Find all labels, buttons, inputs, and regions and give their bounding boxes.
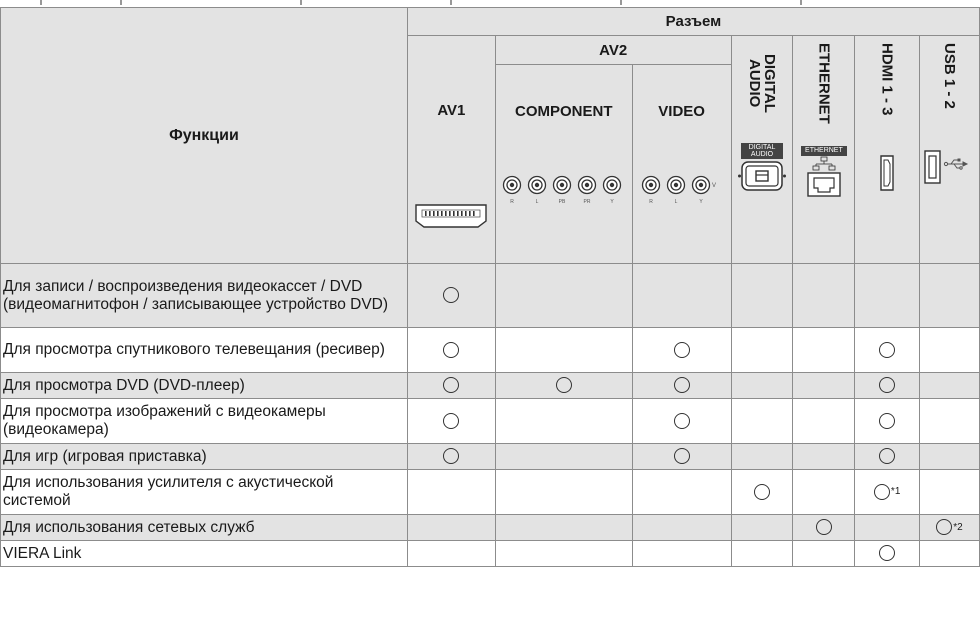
function-cell: Для использования сетевых служб (1, 515, 408, 541)
mark-cell (407, 399, 495, 444)
mark-cell (919, 399, 979, 444)
mark-cell (731, 515, 793, 541)
mark-cell (731, 264, 793, 328)
hdmi-header: HDMI 1 - 3 (855, 36, 920, 264)
usb-port-icon (921, 149, 977, 185)
mark-cell (632, 264, 731, 328)
hdmi-port-icon (879, 154, 895, 192)
table-row (1, 444, 980, 470)
mark-cell (855, 515, 920, 541)
ethernet-header: ETHERNET ETHERNET (793, 36, 855, 264)
usb-header: USB 1 - 2 (919, 36, 979, 264)
supported-mark-icon (879, 377, 895, 393)
function-cell: Для просмотра DVD (DVD-плеер) (1, 373, 408, 399)
rca-jack-icon (692, 177, 709, 194)
mark-cell (632, 444, 731, 470)
supported-mark-icon (754, 484, 770, 500)
top-edge-marks (0, 0, 980, 7)
table-row (1, 264, 980, 328)
digital-audio-header: DIGITAL AUDIO DIGITAL AUDIO (731, 36, 793, 264)
component-header: COMPONENT R L PB PR Y (495, 65, 632, 264)
mark-cell (495, 444, 632, 470)
mark-cell (407, 541, 495, 567)
ethernet-port-icon (801, 146, 847, 198)
mark-cell (793, 541, 855, 567)
mark-cell (919, 373, 979, 399)
supported-mark-icon (879, 342, 895, 358)
mark-cell (731, 541, 793, 567)
video-jack-label: Y (698, 199, 703, 205)
mark-cell (855, 264, 920, 328)
mark-cell (407, 470, 495, 515)
mark-cell (731, 328, 793, 373)
video-jack-label: R (648, 199, 653, 205)
supported-mark-icon (674, 342, 690, 358)
mark-cell (919, 264, 979, 328)
mark-cell (495, 541, 632, 567)
mark-cell (407, 515, 495, 541)
mark-cell (793, 515, 855, 541)
mark-cell (793, 264, 855, 328)
component-jack-label: L (535, 199, 539, 205)
mark-cell (495, 470, 632, 515)
function-cell: Для просмотра изображений с видеокамеры (видеокамера) (1, 399, 408, 444)
mark-cell (495, 328, 632, 373)
mark-cell (632, 399, 731, 444)
mark-cell (919, 328, 979, 373)
supported-mark-icon (816, 519, 832, 535)
supported-mark-icon (556, 377, 572, 393)
functions-header: Функции (1, 8, 408, 264)
connector-group-header: Разъем (407, 8, 979, 36)
function-cell: Для просмотра спутникового телевещания (ресивер) (1, 328, 408, 373)
video-jack-label: L (674, 199, 678, 205)
table-row (1, 541, 980, 567)
function-cell: Для игр (игровая приставка) (1, 444, 408, 470)
mark-cell (632, 515, 731, 541)
optical-port-icon (738, 143, 786, 193)
rca-jack-icon (603, 177, 620, 194)
mark-cell (632, 328, 731, 373)
supported-mark-icon (443, 448, 459, 464)
video-header: VIDEO R L Y V (632, 65, 731, 264)
rca-jack-icon (553, 177, 570, 194)
mark-cell (407, 328, 495, 373)
function-cell: Для записи / воспроизведения видеокассет / DVD (видеомагнитофон / записывающее устройство DVD) (1, 264, 408, 328)
component-jack-label: Y (610, 199, 614, 205)
supported-mark-icon (674, 413, 690, 429)
mark-cell (731, 444, 793, 470)
mark-cell (495, 264, 632, 328)
component-jack-label: R (509, 199, 514, 205)
mark-cell (731, 470, 793, 515)
supported-mark-icon (936, 519, 952, 535)
mark-cell (407, 444, 495, 470)
component-jack-label: PR (583, 199, 591, 205)
mark-cell (731, 373, 793, 399)
table-row (1, 399, 980, 444)
mark-cell (793, 399, 855, 444)
mark-cell (855, 399, 920, 444)
supported-mark-icon (443, 413, 459, 429)
rca-jack-icon (642, 177, 659, 194)
supported-mark-icon (443, 377, 459, 393)
mark-cell (855, 444, 920, 470)
av1-header: AV1 (407, 36, 495, 264)
mark-cell (855, 470, 920, 515)
table-row (1, 515, 980, 541)
mark-cell (855, 373, 920, 399)
mark-cell (855, 541, 920, 567)
mark-cell (632, 541, 731, 567)
supported-mark-icon (874, 484, 890, 500)
mark-cell (919, 470, 979, 515)
supported-mark-icon (879, 448, 895, 464)
function-cell: Для использования усилителя с акустической системой (1, 470, 408, 515)
supported-mark-icon (879, 413, 895, 429)
mark-cell (919, 541, 979, 567)
ethernet-label: ETHERNET (801, 146, 847, 156)
rca-jack-icon (503, 177, 520, 194)
supported-mark-icon (879, 545, 895, 561)
table-row (1, 373, 980, 399)
mark-cell (793, 373, 855, 399)
supported-mark-icon (443, 287, 459, 303)
mark-cell (632, 470, 731, 515)
mark-cell (793, 444, 855, 470)
function-cell: VIERA Link (1, 541, 408, 567)
function-rows (1, 264, 980, 567)
supported-mark-icon (674, 377, 690, 393)
mark-cell (495, 515, 632, 541)
av2-header: AV2 (495, 36, 731, 65)
video-jacks (633, 174, 731, 206)
mark-cell (407, 264, 495, 328)
supported-mark-icon (443, 342, 459, 358)
rca-jack-icon (578, 177, 595, 194)
video-jack-label: V (711, 183, 716, 189)
mark-cell (919, 444, 979, 470)
table-row (1, 470, 980, 515)
mark-cell (919, 515, 979, 541)
connector-function-table (0, 7, 980, 567)
supported-mark-icon (674, 448, 690, 464)
footnote-marker: *2 (953, 521, 963, 533)
mark-cell (632, 373, 731, 399)
mark-cell (855, 328, 920, 373)
component-jack-label: PB (558, 199, 566, 205)
mark-cell (793, 328, 855, 373)
digital-audio-label: DIGITAL AUDIO (741, 143, 783, 159)
mark-cell (495, 399, 632, 444)
mark-cell (407, 373, 495, 399)
rca-jack-icon (667, 177, 684, 194)
rca-jack-icon (528, 177, 545, 194)
mark-cell (495, 373, 632, 399)
scart-connector-icon (408, 203, 495, 229)
mark-cell (731, 399, 793, 444)
table-row (1, 328, 980, 373)
component-jacks (496, 174, 632, 206)
mark-cell (793, 470, 855, 515)
footnote-marker: *1 (890, 486, 901, 498)
